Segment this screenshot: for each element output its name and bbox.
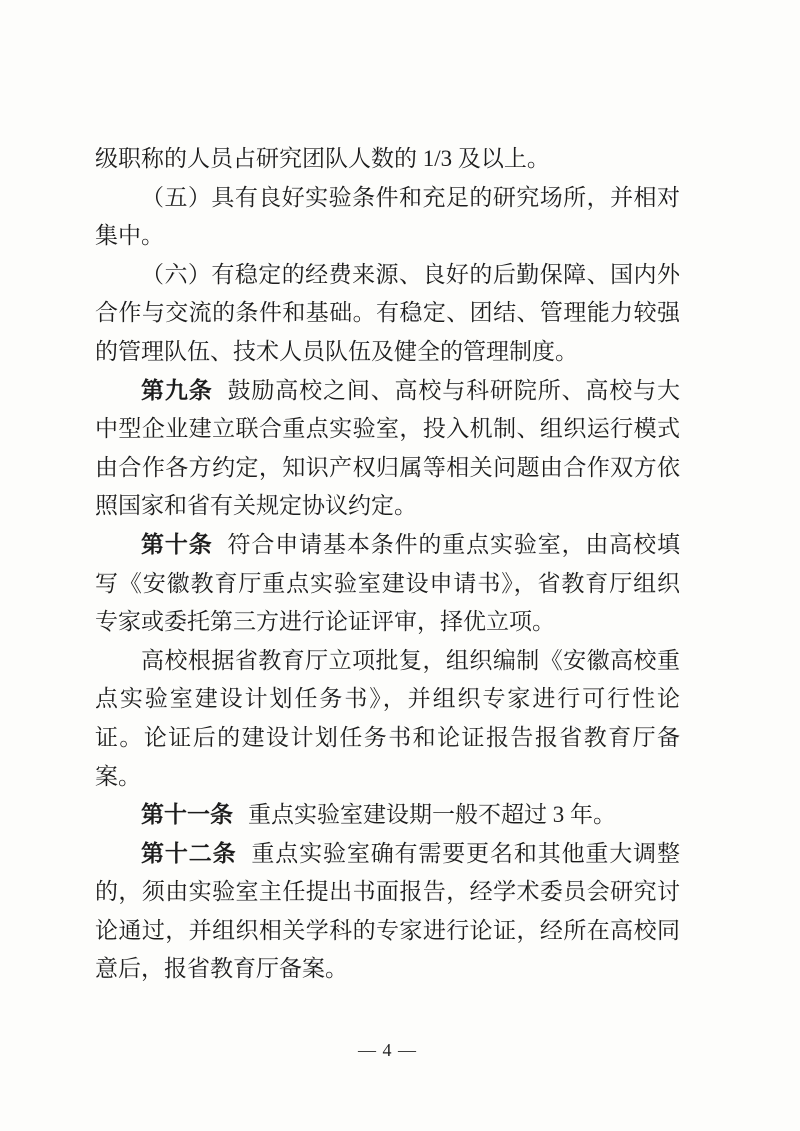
- document-body: [95, 140, 680, 989]
- paragraph: 高校根据省教育厅立项批复，组织编制《安徽高校重点实验室建设计划任务书》，并组织专家进行可行性论证。论证后的建设计划任务书和论证报告报省教育厅备案。: [95, 647, 680, 789]
- paragraph: 级职称的人员占研究团队人数的 1/3 及以上。: [95, 146, 550, 171]
- article-number: 第九条: [141, 377, 213, 403]
- article-number: 第十条: [141, 531, 213, 557]
- article-number: 第十一条: [141, 802, 233, 828]
- paragraph: （六）有稳定的经费来源、良好的后勤保障、国内外合作与交流的条件和基础。有稳定、团结、管理能力较强的管理队伍、技术人员队伍及健全的管理制度。: [95, 261, 680, 364]
- paragraph: 第九条 鼓励高校之间、高校与科研院所、高校与大中型企业建立联合重点实验室，投入机制、组织运行模式由合作各方约定，知识产权归属等相关问题由合作双方依照国家和省有关规定协议约定。: [95, 377, 681, 519]
- page-number: — 4 —: [358, 1040, 417, 1060]
- paragraph: （五）具有良好实验条件和充足的研究场所，并相对集中。: [95, 184, 680, 249]
- article-number: 第十二条: [141, 840, 237, 866]
- paragraph: 第十二条 重点实验室确有需要更名和其他重大调整的，须由实验室主任提出书面报告，经学术委员会研究讨论通过，并组织相关学科的专家进行论证，经所在高校同意后，报省教育厅备案。: [95, 840, 681, 982]
- paragraph: 第十一条 重点实验室建设期一般不超过 3 年。: [141, 802, 616, 828]
- paragraph: 第十条 符合申请基本条件的重点实验室，由高校填写《安徽教育厅重点实验室建设申请书》，省教育厅组织专家或委托第三方进行论证评审，择优立项。: [95, 531, 681, 635]
